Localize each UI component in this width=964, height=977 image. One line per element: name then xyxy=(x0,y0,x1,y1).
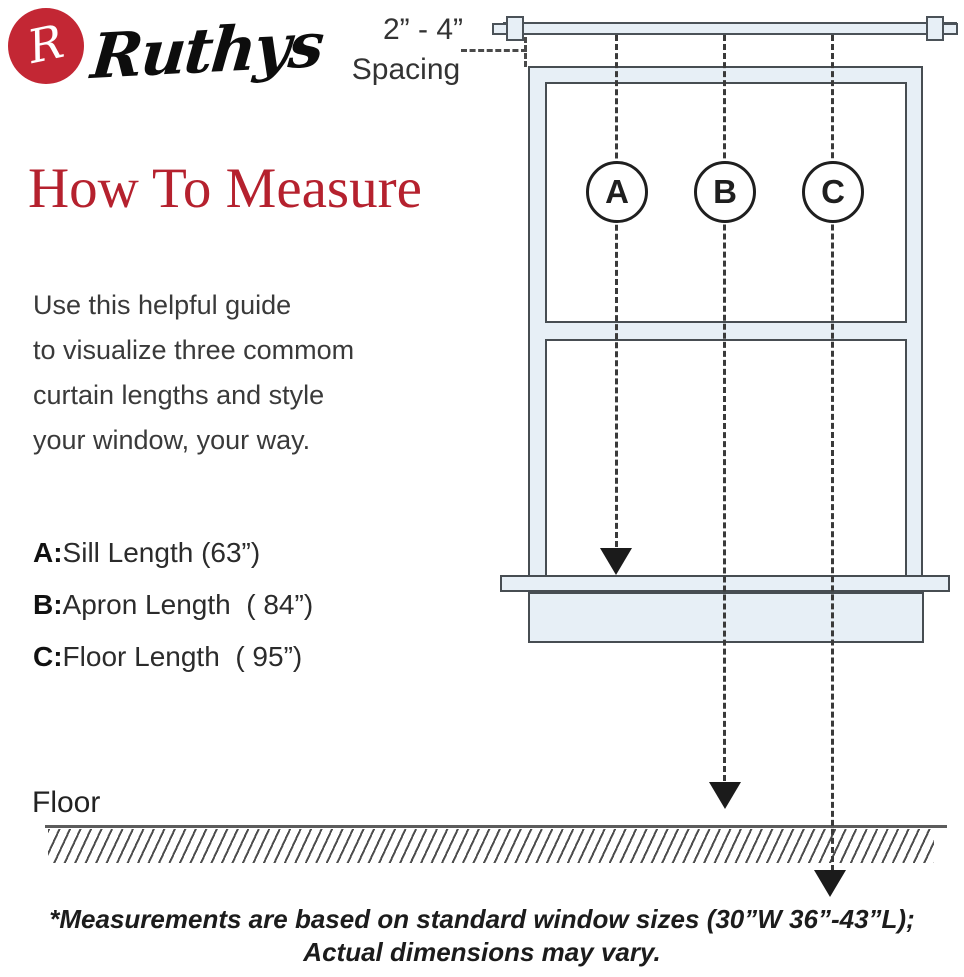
window-apron xyxy=(528,592,924,643)
spacing-word-label: Spacing xyxy=(351,53,461,86)
page-title: How To Measure xyxy=(28,157,422,220)
legend-item-c xyxy=(33,641,453,673)
legend-list xyxy=(33,537,453,693)
legend-label-b: Apron Length ( 84”) xyxy=(62,589,314,620)
intro-line: to visualize three commom xyxy=(33,335,355,365)
legend-key-c: C: xyxy=(33,641,63,672)
legend-label-c: Floor Length ( 95”) xyxy=(62,641,303,672)
marker-circle-a: A xyxy=(586,161,648,223)
legend-label-a: Sill Length (63”) xyxy=(62,537,261,568)
floor-line xyxy=(45,825,947,828)
spacing-value-label: 2” - 4” xyxy=(382,13,463,46)
measure-line-a xyxy=(615,35,618,547)
footnote-line-2: Actual dimensions may vary. xyxy=(303,937,661,967)
arrow-down-icon-b xyxy=(709,782,741,809)
marker-circle-b: B xyxy=(694,161,756,223)
floor-hatching xyxy=(48,829,934,863)
intro-paragraph xyxy=(33,283,453,463)
measure-line-b xyxy=(723,35,726,781)
footnote-line-1: *Measurements are based on standard window sizes (30”W 36”-43”L); xyxy=(49,904,915,934)
brand-monogram: R xyxy=(23,14,69,75)
legend-item-a xyxy=(33,537,453,569)
intro-line: Use this helpful guide xyxy=(33,290,292,320)
intro-line: curtain lengths and style xyxy=(33,380,325,410)
intro-line: your window, your way. xyxy=(33,425,311,455)
arrow-down-icon-a xyxy=(600,548,632,575)
window-middle-rail xyxy=(545,321,907,341)
legend-item-b xyxy=(33,589,453,621)
legend-key-a: A: xyxy=(33,537,63,568)
curtain-rod-endcap-right xyxy=(942,23,958,35)
legend-key-b: B: xyxy=(33,589,63,620)
curtain-rod-bracket-left xyxy=(506,16,524,41)
spacing-leader-line-vertical xyxy=(524,37,527,67)
curtain-rod-bracket-right xyxy=(926,16,944,41)
footnote xyxy=(0,903,964,969)
arrow-down-icon-c xyxy=(814,870,846,897)
brand-signature: Ruthys xyxy=(88,8,326,93)
curtain-rod-bar xyxy=(503,22,957,35)
floor-label: Floor xyxy=(32,786,101,819)
spacing-leader-line-horizontal xyxy=(461,49,527,52)
marker-circle-c: C xyxy=(802,161,864,223)
